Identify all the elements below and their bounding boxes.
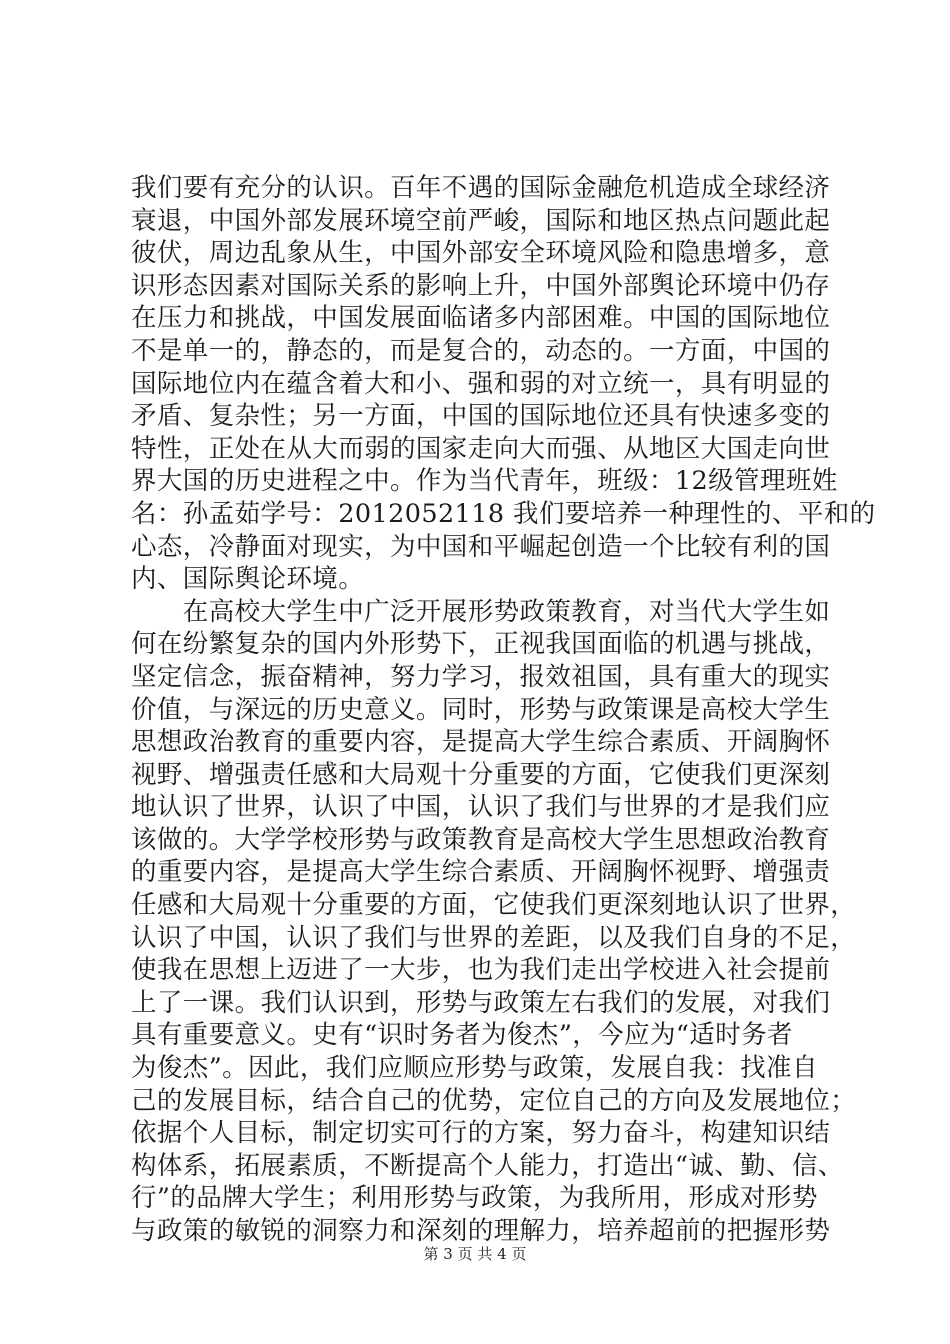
text-line: 识形态因素对国际关系的影响上升，中国外部舆论环境中仍存 — [131, 270, 831, 301]
text-line: 何在纷繁复杂的国内外形势下，正视我国面临的机遇与挑战， — [131, 629, 831, 660]
text-line: 衰退，中国外部发展环境空前严峻，国际和地区热点问题此起 — [131, 205, 831, 236]
text-line: 构体系，拓展素质，不断提高个人能力，打造出“诚、勤、信、 — [131, 1150, 844, 1181]
text-line: 己的发展目标，结合自己的优势，定位自己的方向及发展地位； — [131, 1085, 857, 1116]
text-line: 行”的品牌大学生；利用形势与政策，为我所用，形成对形势 — [131, 1183, 818, 1214]
text-line: 心态，冷静面对现实，为中国和平崛起创造一个比较有利的国 — [131, 531, 831, 562]
text-line: 任感和大局观十分重要的方面，它使我们更深刻地认识了世界， — [131, 890, 857, 921]
text-line: 在高校大学生中广泛开展形势政策教育，对当代大学生如 — [131, 596, 831, 627]
text-line: 不是单一的，静态的，而是复合的，动态的。一方面，中国的 — [131, 335, 831, 366]
text-line: 该做的。大学学校形势与政策教育是高校大学生思想政治教育 — [131, 824, 831, 855]
text-line: 认识了中国，认识了我们与世界的差距，以及我们自身的不足， — [131, 922, 857, 953]
text-line: 思想政治教育的重要内容，是提高大学生综合素质、开阔胸怀 — [131, 727, 831, 758]
text-line: 坚定信念，振奋精神，努力学习，报效祖国，具有重大的现实 — [131, 661, 831, 692]
text-line: 依据个人目标，制定切实可行的方案，努力奋斗，构建知识结 — [131, 1118, 831, 1149]
text-line: 使我在思想上迈进了一大步，也为我们走出学校进入社会提前 — [131, 955, 831, 986]
text-line: 矛盾、复杂性；另一方面，中国的国际地位还具有快速多变的 — [131, 401, 831, 432]
text-line: 具有重要意义。史有“识时务者为俊杰”，今应为“适时务者 — [131, 1020, 793, 1051]
text-line: 特性，正处在从大而弱的国家走向大而强、从地区大国走向世 — [131, 433, 831, 464]
page-number: 第 3 页 共 4 页 — [423, 1245, 527, 1263]
text-line: 名：孙孟茹学号：2012052118 我们要培养一种理性的、平和的 — [131, 498, 876, 529]
text-line: 与政策的敏锐的洞察力和深刻的理解力，培养超前的把握形势 — [131, 1216, 831, 1246]
text-line: 视野、增强责任感和大局观十分重要的方面，它使我们更深刻 — [131, 759, 831, 790]
text-line: 我们要有充分的认识。百年不遇的国际金融危机造成全球经济 — [131, 173, 831, 203]
text-line: 界大国的历史进程之中。作为当代青年，班级：12级管理班姓 — [131, 466, 838, 497]
text-line: 为俊杰”。因此，我们应顺应形势与政策，发展自我：找准自 — [131, 1053, 818, 1084]
text-line: 在压力和挑战，中国发展面临诸多内部困难。中国的国际地位 — [131, 303, 831, 334]
text-line: 价值，与深远的历史意义。同时，形势与政策课是高校大学生 — [131, 694, 831, 725]
document-body — [131, 172, 876, 1248]
text-line: 国际地位内在蕴含着大和小、强和弱的对立统一，具有明显的 — [131, 368, 831, 399]
text-line: 的重要内容，是提高大学生综合素质、开阔胸怀视野、增强责 — [131, 857, 831, 888]
page-footer — [0, 1243, 950, 1264]
text-line: 地认识了世界，认识了中国，认识了我们与世界的才是我们应 — [131, 792, 831, 823]
text-line: 彼伏，周边乱象从生，中国外部安全环境风险和隐患增多，意 — [131, 238, 831, 269]
text-line: 上了一课。我们认识到，形势与政策左右我们的发展，对我们 — [131, 987, 831, 1018]
text-line: 内、国际舆论环境。 — [131, 564, 365, 595]
